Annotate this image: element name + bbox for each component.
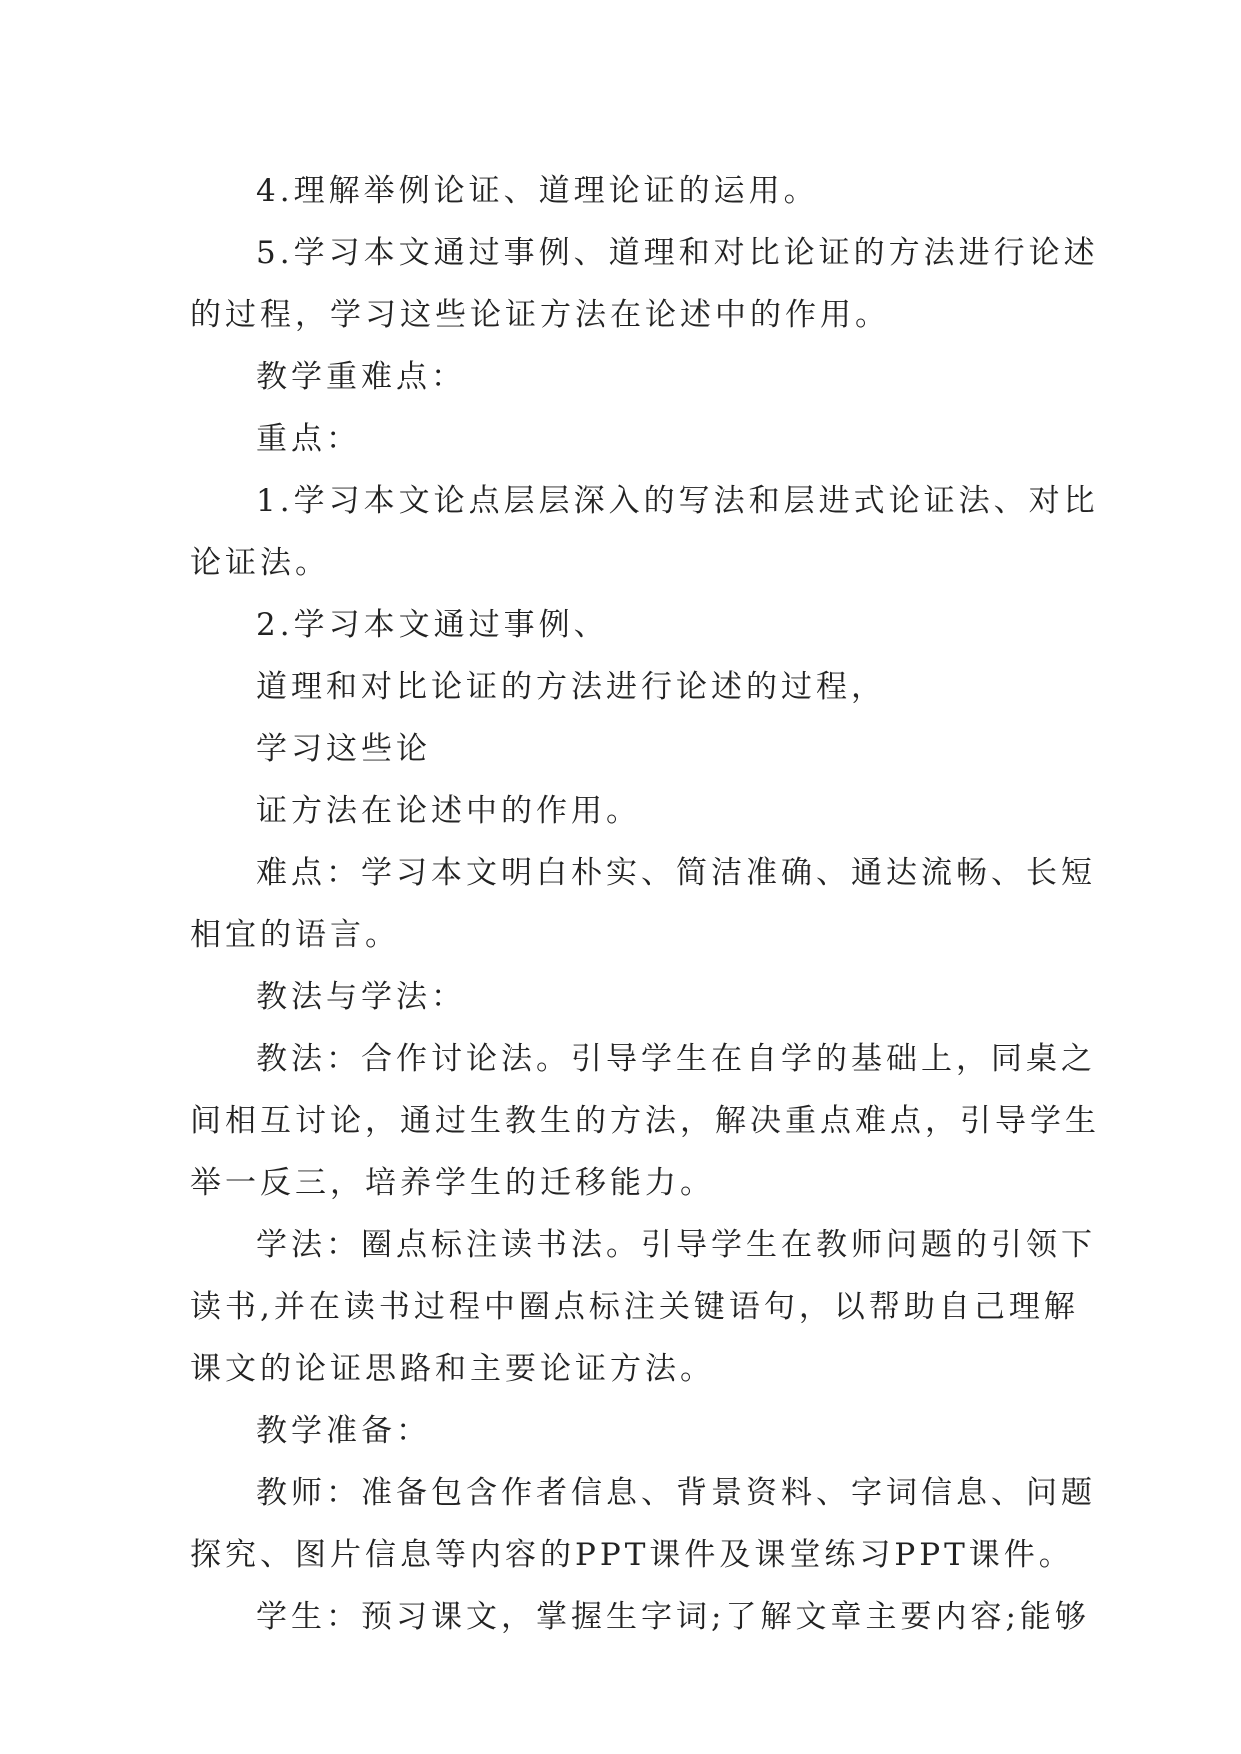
section-heading: 教学准备： xyxy=(256,1413,431,1449)
paragraph-line: 相宜的语言。 xyxy=(190,917,400,953)
paragraph-line: 间相互讨论，通过生教生的方法，解决重点难点，引导学生 xyxy=(190,1103,1100,1139)
document-body xyxy=(190,160,1100,1648)
paragraph-line: 学习这些论 xyxy=(256,731,431,767)
subsection-heading: 重点： xyxy=(256,421,361,457)
paragraph-line: 学法：圈点标注读书法。引导学生在教师问题的引领下 xyxy=(256,1227,1096,1263)
section-heading: 教法与学法： xyxy=(256,979,466,1015)
paragraph-line: 2.学习本文通过事例、 xyxy=(256,607,609,643)
paragraph-line: 学生：预习课文，掌握生字词;了解文章主要内容;能够 xyxy=(256,1599,1090,1635)
paragraph-line: 道理和对比论证的方法进行论述的过程， xyxy=(256,669,886,705)
paragraph-line: 的过程，学习这些论证方法在论述中的作用。 xyxy=(190,297,890,333)
paragraph-line: 证方法在论述中的作用。 xyxy=(256,793,641,829)
paragraph-line: 教法：合作讨论法。引导学生在自学的基础上，同桌之 xyxy=(256,1041,1096,1077)
paragraph-line: 课文的论证思路和主要论证方法。 xyxy=(190,1351,715,1387)
paragraph-line: 读书,并在读书过程中圈点标注关键语句，以帮助自己理解 xyxy=(190,1289,1079,1325)
section-heading: 教学重难点： xyxy=(256,359,466,395)
paragraph-line: 5.学习本文通过事例、道理和对比论证的方法进行论述 xyxy=(256,235,1099,271)
paragraph-line: 4.理解举例论证、道理论证的运用。 xyxy=(256,173,819,209)
paragraph-line: 举一反三，培养学生的迁移能力。 xyxy=(190,1165,715,1201)
paragraph-line: 1.学习本文论点层层深入的写法和层进式论证法、对比 xyxy=(256,483,1099,519)
paragraph-line: 探究、图片信息等内容的PPT课件及课堂练习PPT课件。 xyxy=(190,1537,1074,1573)
paragraph-line: 难点：学习本文明白朴实、简洁准确、通达流畅、长短 xyxy=(256,855,1096,891)
paragraph-line: 论证法。 xyxy=(190,545,330,581)
paragraph-line: 教师：准备包含作者信息、背景资料、字词信息、问题 xyxy=(256,1475,1096,1511)
